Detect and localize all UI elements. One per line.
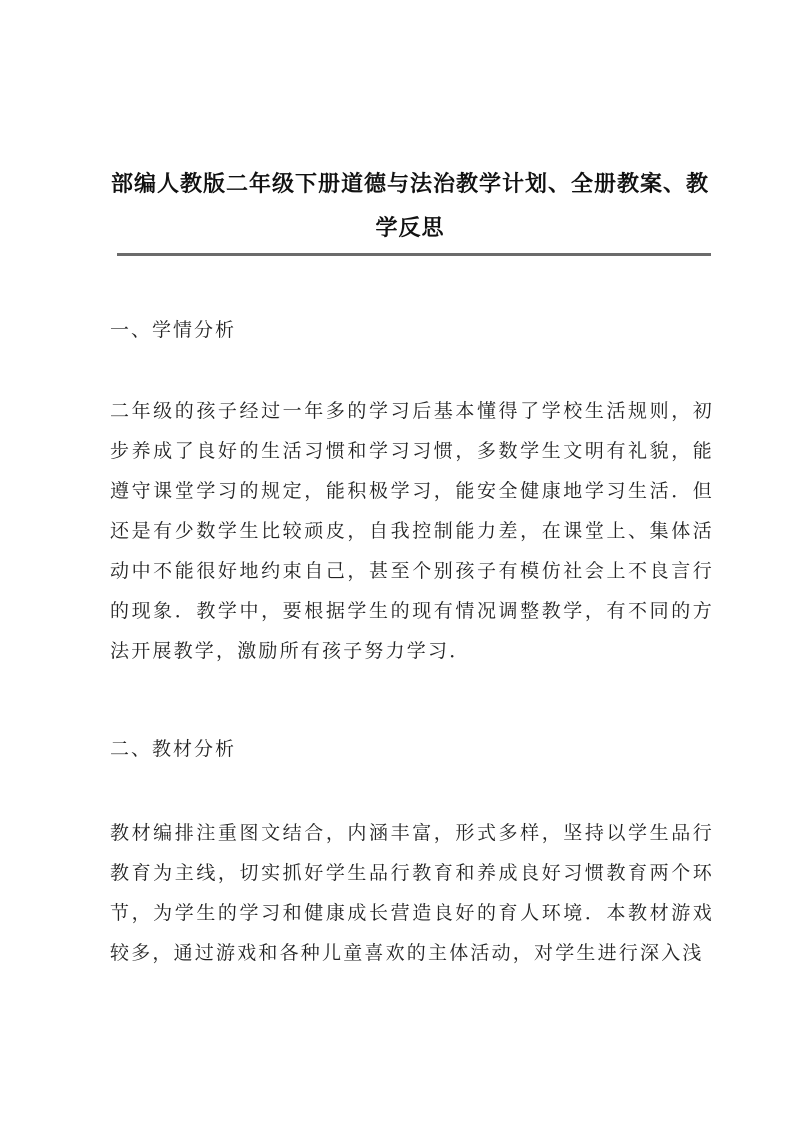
title-divider: [117, 253, 711, 256]
section-heading-textbook-analysis: 二、教材分析: [110, 738, 237, 760]
section-body-learning-analysis: 二年级的孩子经过一年多的学习后基本懂得了学校生活规则，初步养成了良好的生活习惯和学习习惯，多数学生文明有礼貌，能遵守课堂学习的规定，能积极学习，能安全健康地学习生活．但还是有少数学生比较顽皮，自我控制能力差，在课堂上、集体活动中不能很好地约束自己，甚至个别孩子有模仿社会上不良言行的现象．教学中，要根据学生的现有情况调整教学，有不同的方法开展教学，激励所有孩子努力学习．: [110, 400, 714, 662]
document-title: 部编人教版二年级下册道德与法治教学计划、全册教案、教学反思: [110, 171, 709, 241]
section-body-textbook-analysis: 教材编排注重图文结合，内涵丰富，形式多样，坚持以学生品行教育为主线，切实抓好学生品行教育和养成良好习惯教育两个环节，为学生的学习和健康成长营造良好的育人环境．本教材游戏较多，通过游戏和各种儿童喜欢的主体活动，对学生进行深入浅: [110, 822, 714, 964]
section-heading-learning-analysis: 一、学情分析: [110, 319, 237, 341]
